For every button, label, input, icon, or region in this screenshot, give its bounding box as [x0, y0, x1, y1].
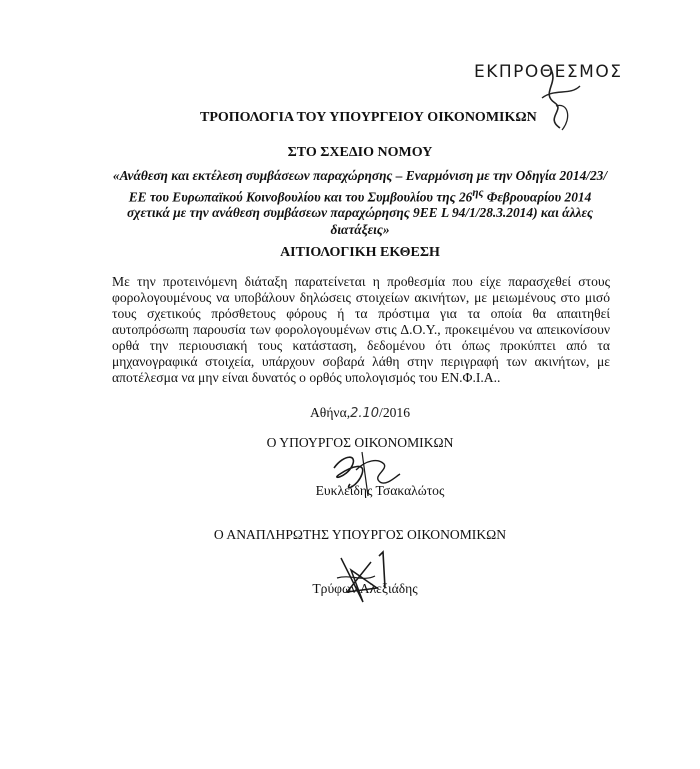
bill-title-part1: «Ανάθεση και εκτέλεση συμβάσεων παραχώρησης – Εναρμόνιση με την Οδηγία 2014/23/ΕΕ του Ευρωπαϊκού Κοινοβουλίου και του Συμβουλίου της 26 [112, 168, 608, 204]
date-year: /2016 [379, 405, 411, 420]
document-subtitle: ΣΤΟ ΣΧΕΔΙΟ ΝΟΜΟΥ [287, 145, 433, 160]
date-handwritten: 2.10 [350, 406, 380, 421]
late-submission-stamp: ΕΚΠΡΟΘΕΣΜΟΣ [474, 62, 623, 82]
bill-title [110, 168, 610, 238]
bill-title-part2: Φεβρουαρίου 2014 σχετικά με την ανάθεση συμβάσεων παραχώρησης 9ΕΕ L 94/1/28.3.2014) και άλλες διατάξεις» [127, 188, 593, 237]
stamp-scribble-icon [520, 58, 600, 138]
report-heading: ΑΙΤΙΟΛΟΓΙΚΗ ΕΚΘΕΣΗ [280, 245, 440, 260]
deputy-signature-icon [327, 548, 397, 608]
deputy-minister-title: Ο ΑΝΑΠΛΗΡΩΤΗΣ ΥΠΟΥΡΓΟΣ ΟΙΚΟΝΟΜΙΚΩΝ [213, 527, 507, 542]
minister-name: Ευκλείδης Τσακαλώτος [315, 483, 445, 498]
body-paragraph: Με την προτεινόμενη διάταξη παρατείνεται η προθεσμία που είχε παρασχεθεί στους φορολογουμένους να υποβάλουν δηλώσεις στοιχείων ακινήτων, με μειωμένους στο μισό τους σχετικούς πρόσθετους φόρους ή τα πρόστιμα για τα οποία θα απαιτηθεί αυτοπρόσωπη παρουσία των φορολογουμένων στις Δ.Ο.Υ., προκειμένου να απεικονίσουν ορθά την περιουσιακή τους κατάσταση, δεδομένου ότι όπως προκύπτει από τα μηχανογραφικά στοιχεία, υπάρχουν σοβαρά λάθη στην περιγραφή των ακινήτων, με αποτέλεσμα να μην είναι δυνατός ο ορθός υπολογισμός του ΕΝ.Φ.Ι.Α.. [112, 274, 610, 385]
date-place: Αθήνα, [309, 405, 351, 420]
minister-title: Ο ΥΠΟΥΡΓΟΣ ΟΙΚΟΝΟΜΙΚΩΝ [266, 435, 454, 450]
deputy-minister-name: Τρύφων Αλεξιάδης [312, 581, 418, 596]
bill-title-superscript: ης [472, 186, 484, 199]
date-line [280, 405, 440, 421]
document-title: ΤΡΟΠΟΛΟΓΙΑ ΤΟΥ ΥΠΟΥΡΓΕΙΟΥ ΟΙΚΟΝΟΜΙΚΩΝ [200, 110, 537, 125]
